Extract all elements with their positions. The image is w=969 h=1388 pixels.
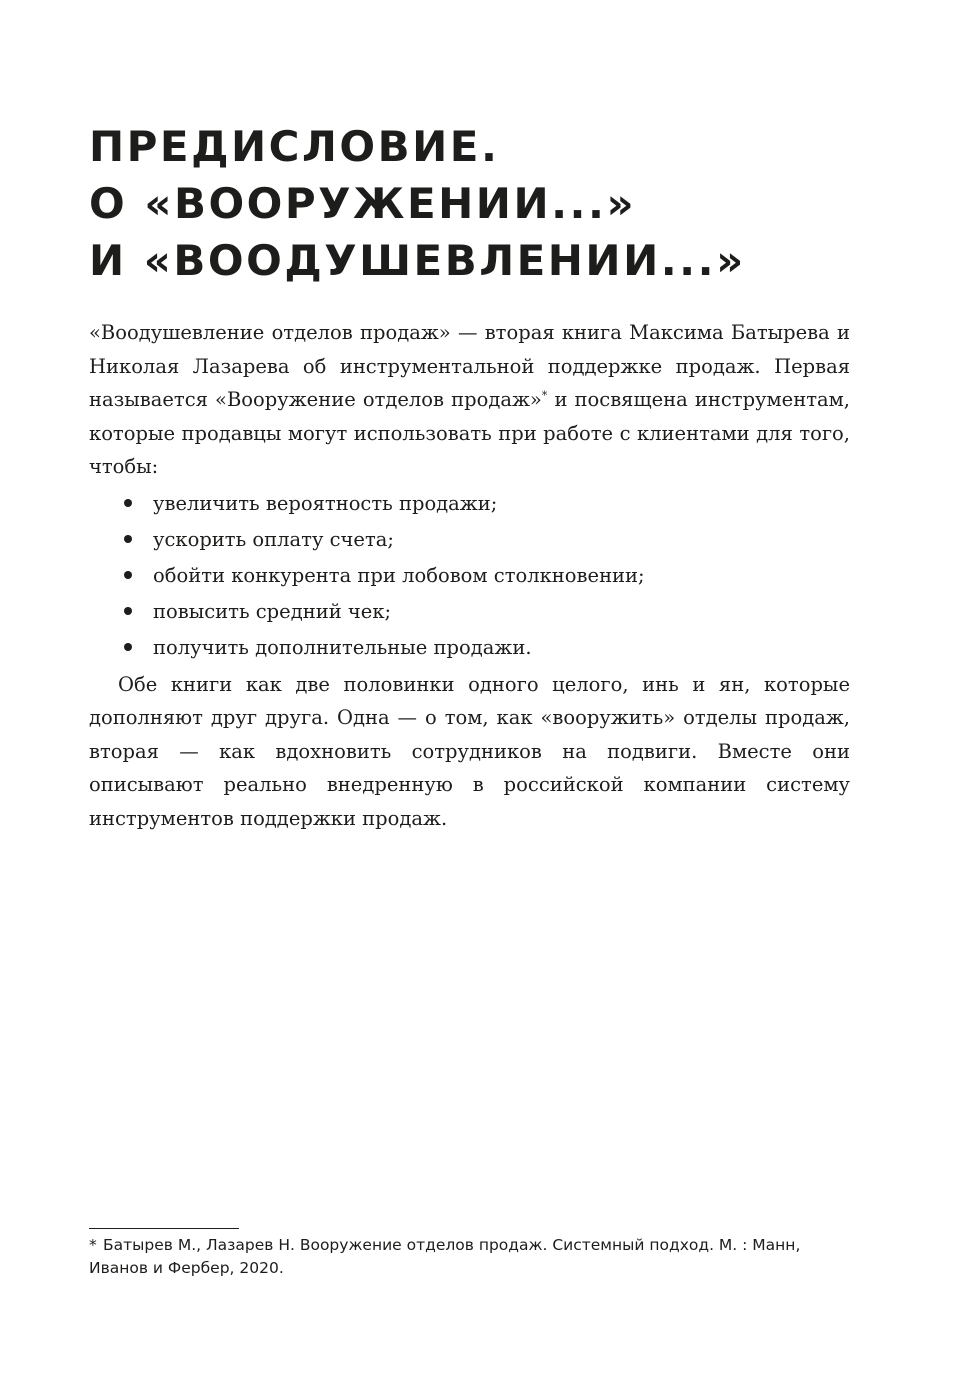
list-item	[89, 486, 850, 522]
list-item-text: ускорить оплату счета;	[153, 527, 394, 551]
list-item-text: получить дополнительные продажи.	[153, 635, 532, 659]
footnote-reference-mark[interactable]: *	[541, 389, 548, 402]
list-item	[89, 558, 850, 594]
footnote-mark: *	[89, 1236, 97, 1254]
list-item-text: увеличить вероятность продажи;	[153, 491, 498, 515]
bullet-icon	[124, 571, 132, 579]
intro-text-after-mark: и посвящена инструментам, которые продавцы могут использовать при работе с клиентами для того, чтобы:	[89, 388, 851, 478]
chapter-title	[89, 118, 889, 289]
bullet-icon	[124, 643, 132, 651]
intro-text-before-mark: «Воодушевление отделов продаж» — вторая книга Максима Батырева и Николая Лазарева об инструментальной поддержке продаж. Первая называется «Вооружение отделов продаж»	[89, 321, 850, 411]
bullet-icon	[124, 535, 132, 543]
chapter-title-line-3: И «ВООДУШЕВЛЕНИИ...»	[89, 236, 746, 285]
body-text	[89, 316, 850, 835]
chapter-title-line-2: О «ВООРУЖЕНИИ...»	[89, 179, 637, 228]
list-item-text: повысить средний чек;	[153, 599, 392, 623]
goals-list	[89, 486, 850, 666]
footnote	[89, 1234, 850, 1280]
list-item-text: обойти конкурента при лобовом столкновении;	[153, 563, 645, 587]
list-item	[89, 522, 850, 558]
footnote-divider	[89, 1228, 239, 1229]
chapter-title-line-1: ПРЕДИСЛОВИЕ.	[89, 122, 500, 171]
closing-paragraph: Обе книги как две половинки одного целого, инь и ян, которые дополняют друг друга. Одна — о том, как «вооружить» отделы продаж, вторая — как вдохновить сотрудников на подвиги. Вместе они описывают реально внедренную в российской компании систему инструментов поддержки продаж.	[89, 672, 850, 830]
list-item	[89, 594, 850, 630]
bullet-icon	[124, 499, 132, 507]
intro-paragraph	[89, 316, 850, 484]
list-item	[89, 630, 850, 666]
bullet-icon	[124, 607, 132, 615]
footnote-text: Батырев М., Лазарев Н. Вооружение отделов продаж. Системный подход. М. : Манн, Иванов и Фербер, 2020.	[89, 1236, 801, 1277]
